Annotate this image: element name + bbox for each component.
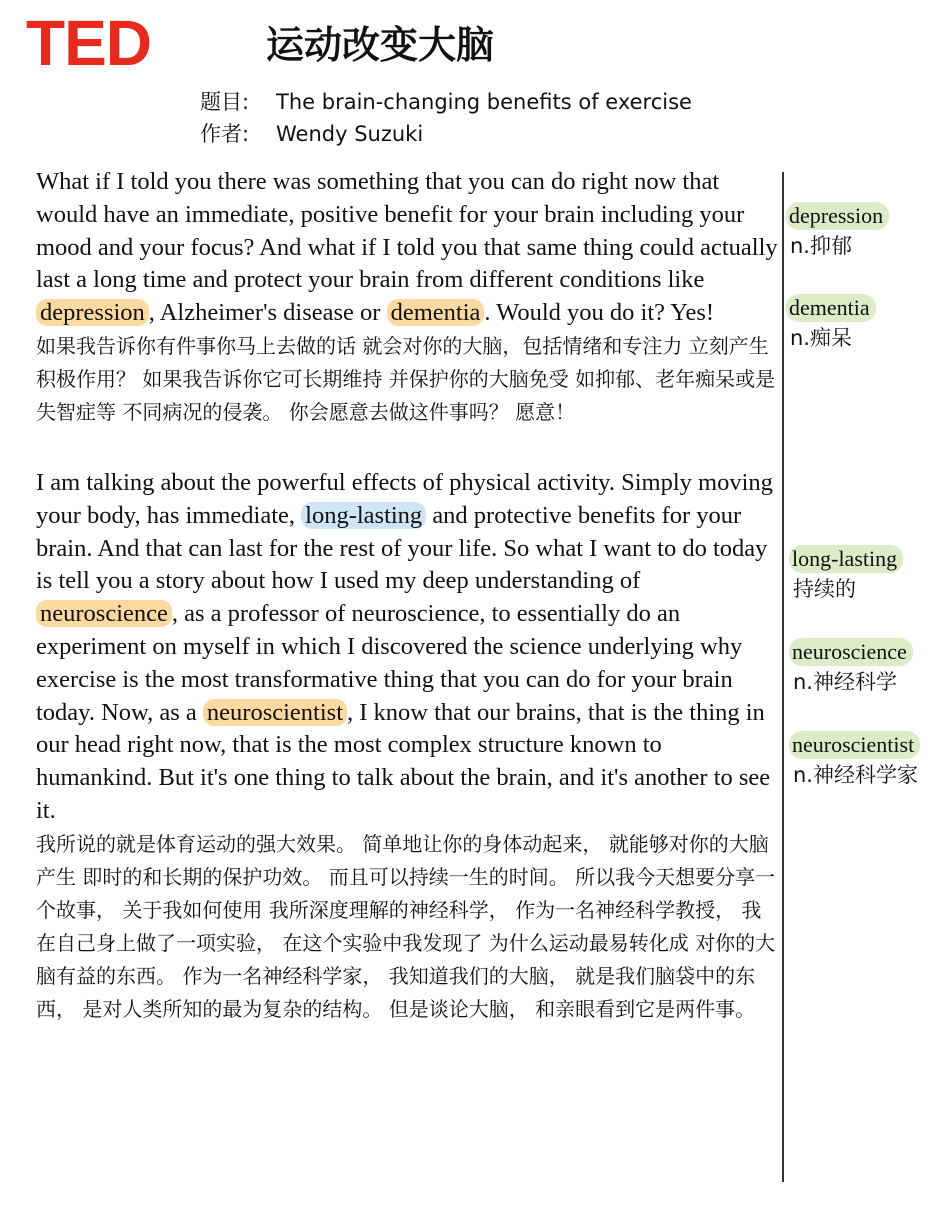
transcript [36, 166, 781, 1026]
topic-row [200, 86, 692, 118]
highlight-dementia: dementia [387, 299, 485, 326]
ted-logo: TED [26, 7, 151, 79]
text-segment: , Alzheimer's disease or [148, 299, 387, 327]
text-segment: , as a professor of neuroscience, to essentially do an experiment on myself in which I discovered the science underlying why exercise is the most transformative thing that you can do for your brain today. Now, as a [36, 600, 743, 726]
article-meta [200, 86, 692, 150]
text-segment: , I know that our brains, that is the thing in our head right now, that is the most complex structure known to humankind. But it's one thing to talk about the brain, and it's another to see it. [36, 698, 771, 824]
vocab-definition: n.抑郁 [790, 234, 852, 258]
vocab-definition: n.痴呆 [790, 326, 852, 350]
author-value: Wendy Suzuki [276, 122, 424, 146]
vocab-word: neuroscientist [789, 731, 920, 759]
vocab-word: neuroscience [789, 638, 913, 666]
paragraph-2-chinese: 我所说的就是体育运动的强大效果。 简单地让你的身体动起来， 就能够对你的大脑产生 即时的和长期的保护功效。 而且可以持续一生的时间。 所以我今天想要分享一个故事， 关于我如何使用 我所深度理解的神经科学， 作为一名神经科学教授， 我在自己身上做了一项实验， 在这个实验中我发现了 为什么运动最易转化成 对你的大脑有益的东西。 作为一名神经科学家， 我知道我们的大脑， 就是我们脑袋中的东西， 是对人类所知的最为复杂的结构。 但是谈论大脑， 和亲眼看到它是两件事。 [36, 831, 776, 1021]
vocab-word: dementia [786, 294, 876, 322]
vocab-entry-neuroscience [789, 638, 913, 698]
text-segment: . Would you do it? Yes! [484, 299, 715, 327]
vertical-divider [782, 172, 784, 1182]
highlight-long-lasting: long-lasting [301, 502, 426, 529]
highlight-neuroscientist: neuroscientist [203, 699, 347, 726]
highlight-depression: depression [36, 299, 149, 326]
vocab-definition: n.神经科学家 [793, 763, 918, 787]
highlight-neuroscience: neuroscience [36, 600, 172, 627]
paragraph-1-english [36, 166, 781, 330]
paragraph-1-chinese: 如果我告诉你有件事你马上去做的话 就会对你的大脑，包括情绪和专注力 立刻产生积极作用？ 如果我告诉你它可长期维持 并保护你的大脑免受 如抑郁、老年痴呆或是失智症等 不同病况的侵袭。 你会愿意去做这件事吗？ 愿意！ [36, 333, 776, 424]
text-segment: What if I told you there was something that you can do right now that would have an immediate, positive benefit for your brain including your mood and your focus? And what if I told you that same thing could actually last a long time and protect your brain from different conditions like [36, 168, 778, 294]
vocab-entry-neuroscientist [789, 731, 920, 791]
topic-value: The brain-changing benefits of exercise [276, 90, 692, 114]
author-label: 作者: [200, 122, 250, 146]
text-segment: I am talking about the powerful effects of physical activity. Simply moving your body, has immediate, [36, 468, 773, 529]
vocab-word: long-lasting [789, 545, 903, 573]
vocab-entry-depression [786, 202, 889, 262]
text-segment: and protective benefits for your brain. And that can last for the rest of your life. So what I want to do today is tell you a story about how I used my deep understanding of [36, 501, 768, 595]
author-row [200, 118, 692, 150]
vocab-definition: n.神经科学 [793, 670, 897, 694]
topic-label: 题目: [200, 90, 250, 114]
paragraph-gap [36, 429, 781, 467]
vocab-word: depression [786, 202, 889, 230]
page-title: 运动改变大脑 [266, 23, 495, 67]
vocab-definition: 持续的 [793, 577, 856, 601]
vocab-entry-dementia [786, 294, 876, 354]
vocab-entry-long-lasting [789, 545, 903, 605]
paragraph-2-english [36, 467, 781, 828]
